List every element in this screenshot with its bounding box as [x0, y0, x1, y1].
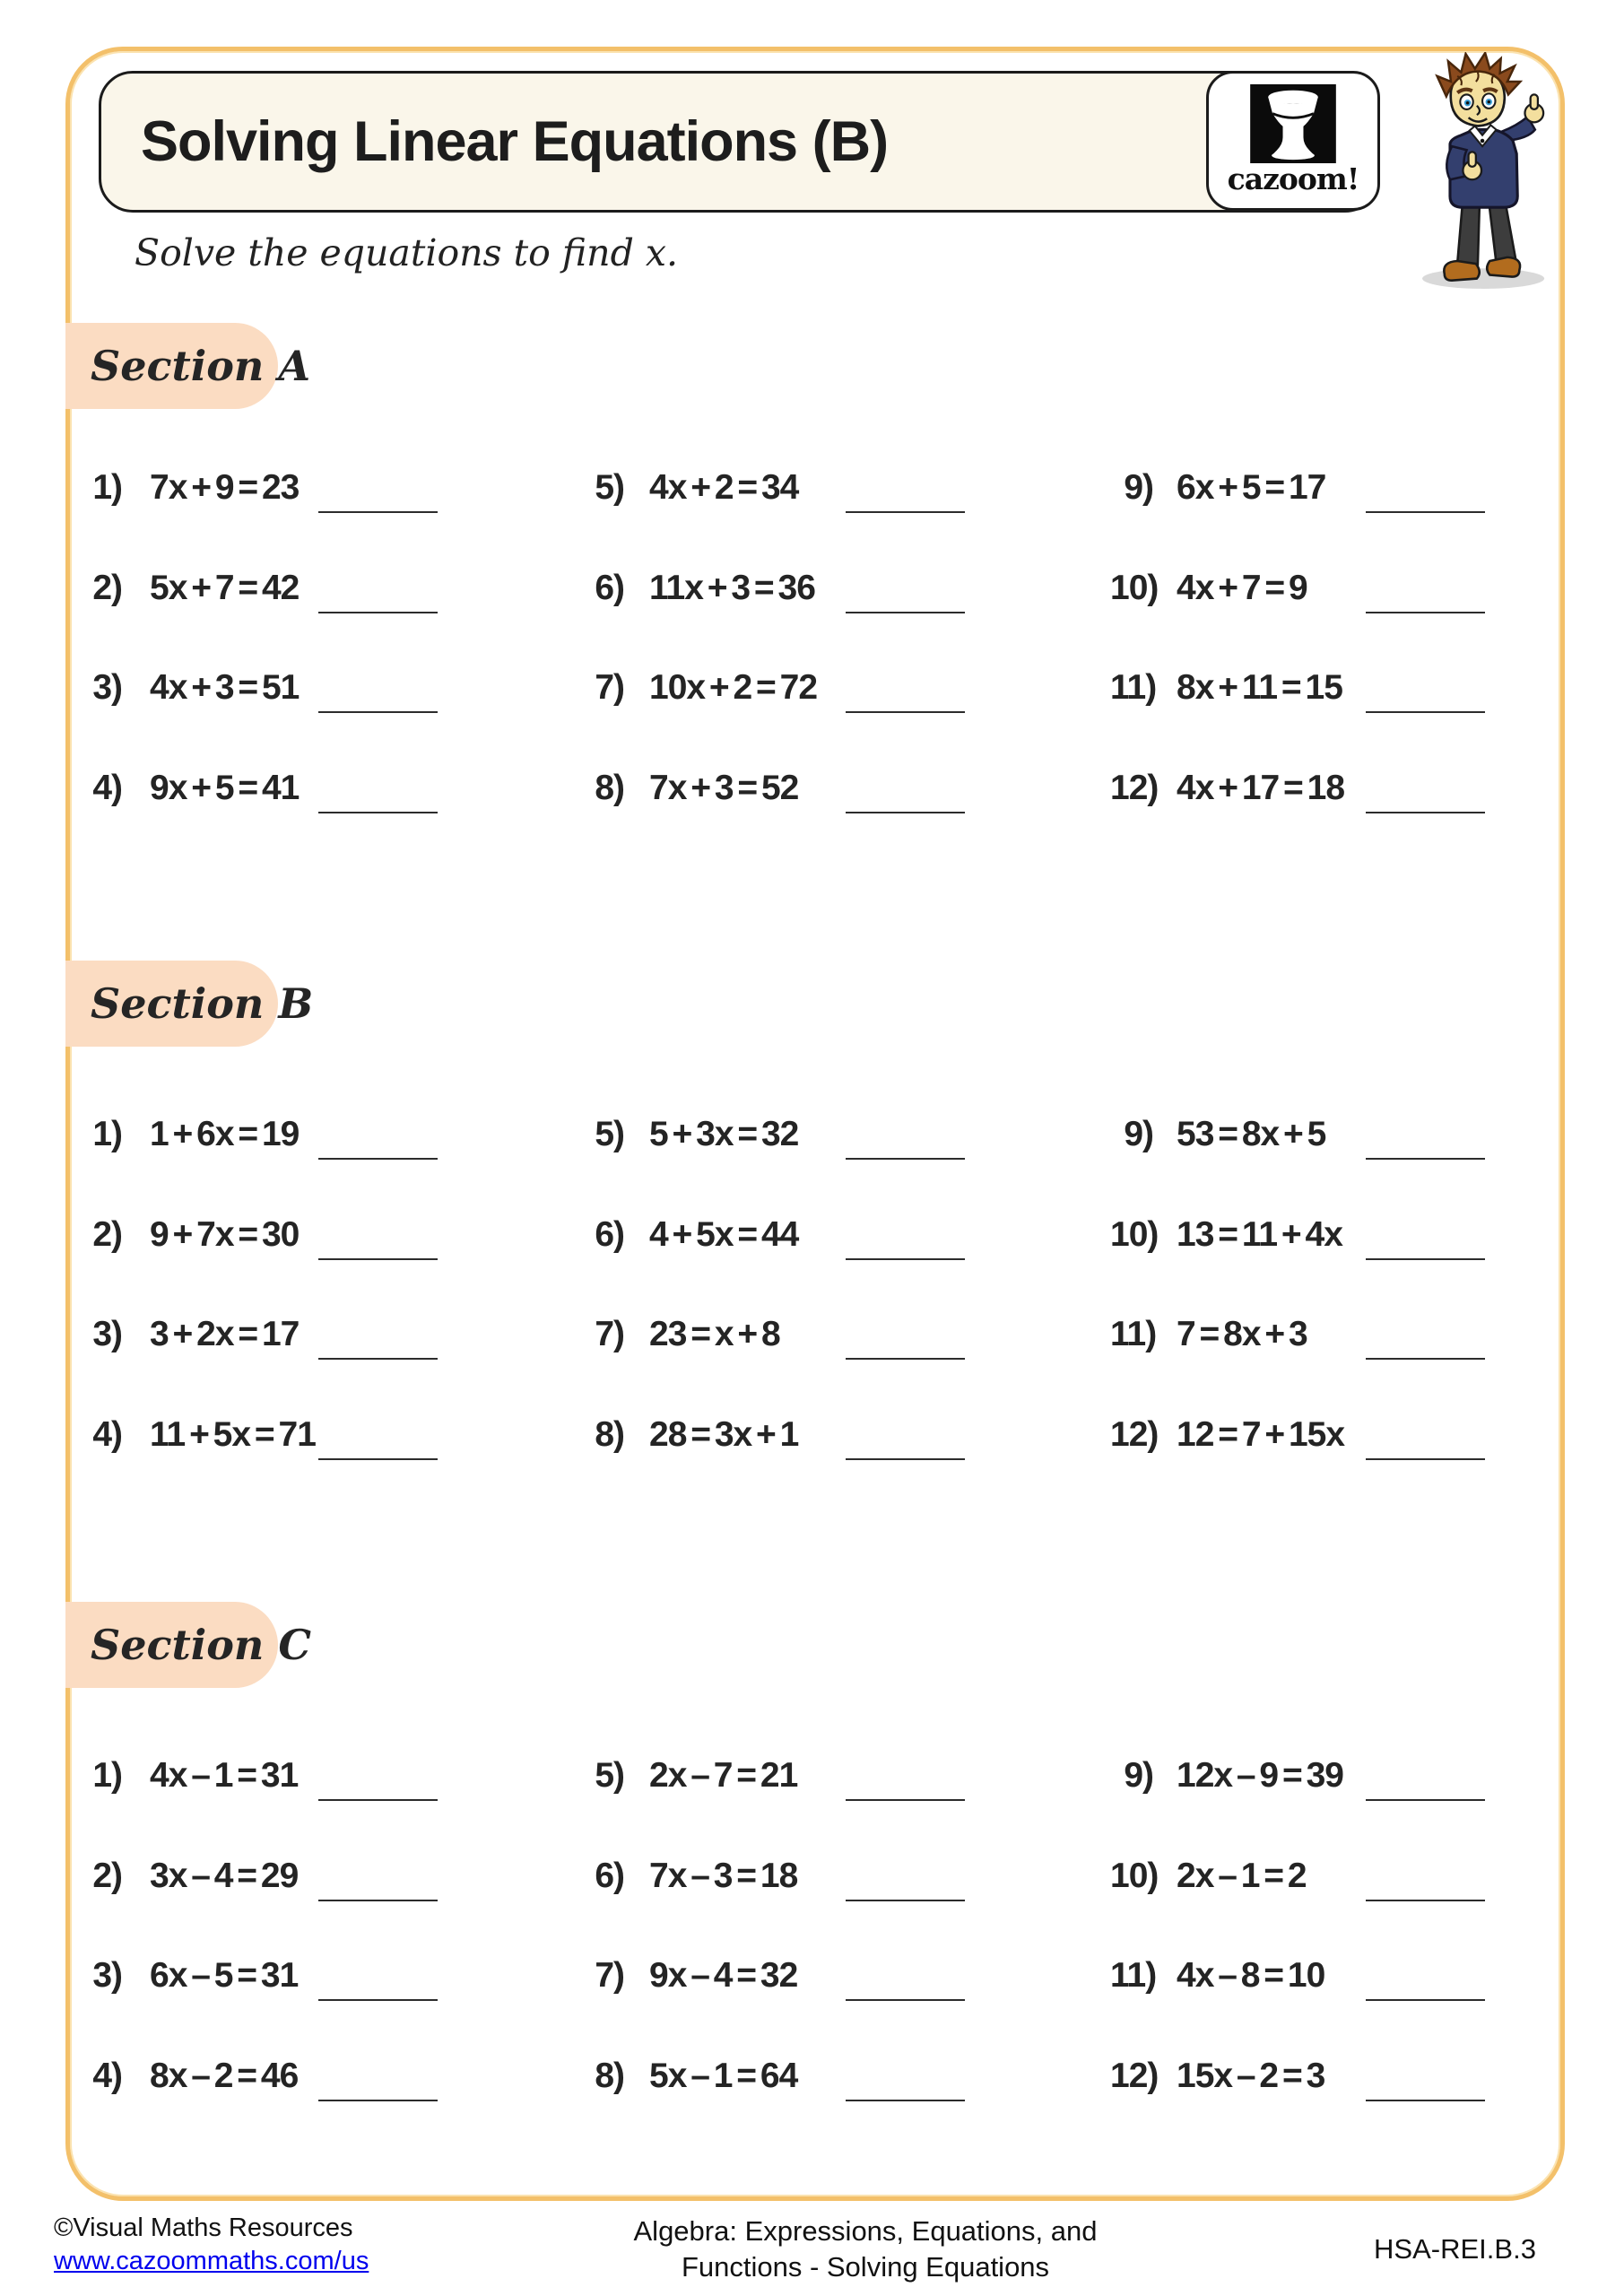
answer-line[interactable] — [846, 812, 965, 813]
answer-line[interactable] — [1366, 1358, 1485, 1360]
problem-number: 3) — [92, 1956, 122, 1995]
problem-number: 2) — [92, 1856, 122, 1895]
problem-equation: 9x – 4 = 32 — [649, 1956, 798, 1995]
answer-line[interactable] — [846, 511, 965, 513]
answer-line[interactable] — [1366, 711, 1485, 713]
problem-c-11 — [1110, 1956, 1324, 1996]
topic-line-1: Algebra: Expressions, Equations, and — [633, 2215, 1098, 2247]
problem-equation: 28 = 3x + 1 — [649, 1414, 799, 1454]
problem-a-9 — [1110, 468, 1325, 508]
section-c-header — [65, 1602, 311, 1688]
djembe-drum-icon — [1250, 84, 1336, 163]
answer-line[interactable] — [1366, 2100, 1485, 2101]
problem-b-3 — [90, 1315, 299, 1354]
problem-c-7 — [592, 1956, 797, 1996]
problem-number: 9) — [1124, 468, 1153, 507]
problem-number: 5) — [595, 1115, 624, 1153]
problem-a-7 — [592, 668, 817, 708]
section-a-label: Section A — [91, 342, 311, 390]
problem-c-10 — [1110, 1857, 1307, 1896]
answer-line[interactable] — [846, 612, 965, 613]
topic-line-2: Functions - Solving Equations — [681, 2251, 1050, 2283]
problem-equation: 8x – 2 = 46 — [150, 2056, 299, 2095]
answer-line[interactable] — [318, 1999, 438, 2001]
answer-line[interactable] — [846, 2100, 965, 2101]
answer-line[interactable] — [318, 1258, 438, 1260]
problem-number: 11) — [1110, 668, 1157, 707]
instruction-text: Solve the equations to find x. — [135, 231, 679, 274]
problem-number: 7) — [595, 1315, 624, 1353]
problem-number: 9) — [1124, 1115, 1153, 1153]
problem-number: 11) — [1110, 1315, 1157, 1353]
problem-number: 12) — [1110, 768, 1159, 807]
problem-c-4 — [90, 2057, 298, 2096]
answer-line[interactable] — [318, 1900, 438, 1901]
problem-b-8 — [592, 1415, 798, 1455]
problem-equation: 13 = 11 + 4x — [1177, 1214, 1342, 1254]
problem-b-7 — [592, 1315, 780, 1354]
problem-number: 10) — [1110, 568, 1159, 607]
problem-number: 9) — [1124, 1756, 1153, 1795]
problem-b-11 — [1110, 1315, 1307, 1354]
problem-a-2 — [90, 569, 299, 608]
problem-equation: 7x – 3 = 18 — [649, 1856, 798, 1895]
problem-number: 2) — [92, 568, 122, 607]
title-bar — [99, 71, 1379, 213]
section-c-label: Section C — [91, 1621, 311, 1669]
page-title: Solving Linear Equations (B) — [141, 110, 889, 173]
answer-line[interactable] — [318, 2100, 438, 2101]
problem-a-12 — [1110, 769, 1344, 808]
problem-equation: 4x – 8 = 10 — [1177, 1956, 1325, 1995]
answer-line[interactable] — [1366, 511, 1485, 513]
answer-line[interactable] — [846, 1358, 965, 1360]
problem-equation: 3 + 2x = 17 — [150, 1315, 300, 1353]
answer-line[interactable] — [846, 1799, 965, 1801]
problem-number: 10) — [1110, 1856, 1159, 1895]
problem-number: 6) — [595, 1214, 624, 1254]
problem-b-12 — [1110, 1415, 1344, 1455]
problem-a-6 — [592, 569, 815, 608]
problem-number: 1) — [92, 1756, 122, 1795]
problem-number: 5) — [595, 1756, 624, 1795]
problem-equation: 15x – 2 = 3 — [1177, 2056, 1325, 2095]
problem-equation: 4x + 17 = 18 — [1177, 768, 1345, 807]
answer-line[interactable] — [318, 812, 438, 813]
section-a-header — [65, 323, 311, 409]
problem-equation: 3x – 4 = 29 — [150, 1856, 299, 1895]
problem-number: 4) — [92, 2056, 122, 2095]
problem-equation: 11 + 5x = 71 — [150, 1414, 316, 1454]
problem-equation: 2x – 1 = 2 — [1177, 1856, 1307, 1895]
answer-line[interactable] — [846, 711, 965, 713]
problem-c-1 — [90, 1756, 298, 1796]
problem-a-3 — [90, 668, 299, 708]
problem-number: 5) — [595, 468, 624, 507]
answer-line[interactable] — [318, 612, 438, 613]
problem-number: 7) — [595, 1956, 624, 1995]
answer-line[interactable] — [318, 1158, 438, 1160]
problem-equation: 5x – 1 = 64 — [649, 2056, 798, 2095]
problem-equation: 12x – 9 = 39 — [1177, 1756, 1343, 1795]
copyright-text: ©Visual Maths Resources — [54, 2213, 353, 2242]
problem-c-12 — [1110, 2057, 1324, 2096]
problem-b-10 — [1110, 1215, 1342, 1255]
problem-b-2 — [90, 1215, 299, 1255]
problem-number: 6) — [595, 568, 624, 607]
problem-number: 3) — [92, 1315, 122, 1353]
logo-wordmark: cazoom! — [1227, 161, 1359, 196]
problem-b-4 — [90, 1415, 316, 1455]
problem-equation: 1 + 6x = 19 — [150, 1115, 300, 1153]
website-link[interactable]: www.cazoommaths.com/us — [54, 2247, 369, 2275]
problem-equation: 4x – 1 = 31 — [150, 1756, 299, 1795]
problem-c-8 — [592, 2057, 797, 2096]
problem-a-1 — [90, 468, 299, 508]
answer-line[interactable] — [318, 1358, 438, 1360]
problem-equation: 10x + 2 = 72 — [649, 668, 818, 707]
problem-c-9 — [1110, 1756, 1343, 1796]
problem-number: 1) — [92, 468, 122, 507]
problem-equation: 6x – 5 = 31 — [150, 1956, 299, 1995]
problem-number: 6) — [595, 1856, 624, 1895]
problem-c-3 — [90, 1956, 298, 1996]
problem-equation: 23 = x + 8 — [649, 1315, 780, 1353]
answer-line[interactable] — [318, 511, 438, 513]
problem-a-5 — [592, 468, 798, 508]
problem-b-5 — [592, 1115, 798, 1154]
problem-equation: 4x + 3 = 51 — [150, 668, 300, 707]
problem-number: 11) — [1110, 1956, 1157, 1995]
problem-equation: 8x + 11 = 15 — [1177, 668, 1342, 707]
cazoom-logo — [1206, 71, 1380, 211]
problem-b-1 — [90, 1115, 299, 1154]
answer-line[interactable] — [318, 1458, 438, 1460]
problem-equation: 7x + 9 = 23 — [150, 468, 300, 507]
problem-a-10 — [1110, 569, 1307, 608]
problem-equation: 7x + 3 = 52 — [649, 768, 799, 807]
answer-line[interactable] — [1366, 612, 1485, 613]
footer-topic — [502, 2213, 1229, 2285]
problem-number: 12) — [1110, 2056, 1159, 2095]
answer-line[interactable] — [1366, 812, 1485, 813]
problem-equation: 2x – 7 = 21 — [649, 1756, 798, 1795]
problem-number: 4) — [92, 1414, 122, 1454]
problem-equation: 9x + 5 = 41 — [150, 768, 300, 807]
problem-a-11 — [1110, 668, 1342, 708]
mascot-character — [1388, 52, 1573, 291]
answer-line[interactable] — [1366, 1258, 1485, 1260]
answer-line[interactable] — [1366, 1158, 1485, 1160]
problem-number: 1) — [92, 1115, 122, 1153]
answer-line[interactable] — [318, 1799, 438, 1801]
answer-line[interactable] — [846, 1258, 965, 1260]
problem-equation: 4 + 5x = 44 — [649, 1214, 799, 1254]
answer-line[interactable] — [1366, 1799, 1485, 1801]
section-b-header — [65, 961, 314, 1047]
problem-equation: 4x + 2 = 34 — [649, 468, 799, 507]
mascot-shadow — [1422, 268, 1544, 289]
answer-line[interactable] — [318, 711, 438, 713]
problem-number: 8) — [595, 2056, 624, 2095]
footer-credit — [54, 2212, 369, 2278]
section-b-label: Section B — [91, 979, 314, 1028]
problem-equation: 53 = 8x + 5 — [1177, 1115, 1326, 1153]
problem-number: 8) — [595, 768, 624, 807]
problem-c-5 — [592, 1756, 797, 1796]
problem-number: 10) — [1110, 1214, 1159, 1254]
problem-c-2 — [90, 1857, 298, 1896]
answer-line[interactable] — [846, 1158, 965, 1160]
problem-number: 8) — [595, 1414, 624, 1454]
problem-number: 3) — [92, 668, 122, 707]
answer-line[interactable] — [1366, 1458, 1485, 1460]
problem-b-6 — [592, 1215, 798, 1255]
problem-c-6 — [592, 1857, 797, 1896]
problem-b-9 — [1110, 1115, 1325, 1154]
problem-equation: 12 = 7 + 15x — [1177, 1414, 1345, 1454]
answer-line[interactable] — [1366, 1999, 1485, 2001]
problem-equation: 9 + 7x = 30 — [150, 1214, 300, 1254]
problem-equation: 5x + 7 = 42 — [150, 568, 300, 607]
answer-line[interactable] — [846, 1900, 965, 1901]
problem-number: 4) — [92, 768, 122, 807]
problem-a-4 — [90, 769, 299, 808]
problem-a-8 — [592, 769, 798, 808]
standard-code: HSA-REI.B.3 — [1374, 2233, 1536, 2265]
problem-equation: 6x + 5 = 17 — [1177, 468, 1326, 507]
problem-number: 2) — [92, 1214, 122, 1254]
problem-equation: 11x + 3 = 36 — [649, 568, 815, 607]
problem-equation: 5 + 3x = 32 — [649, 1115, 799, 1153]
answer-line[interactable] — [1366, 1900, 1485, 1901]
problem-equation: 4x + 7 = 9 — [1177, 568, 1307, 607]
problem-number: 7) — [595, 668, 624, 707]
problem-equation: 7 = 8x + 3 — [1177, 1315, 1307, 1353]
answer-line[interactable] — [846, 1999, 965, 2001]
problem-number: 12) — [1110, 1414, 1159, 1454]
answer-line[interactable] — [846, 1458, 965, 1460]
